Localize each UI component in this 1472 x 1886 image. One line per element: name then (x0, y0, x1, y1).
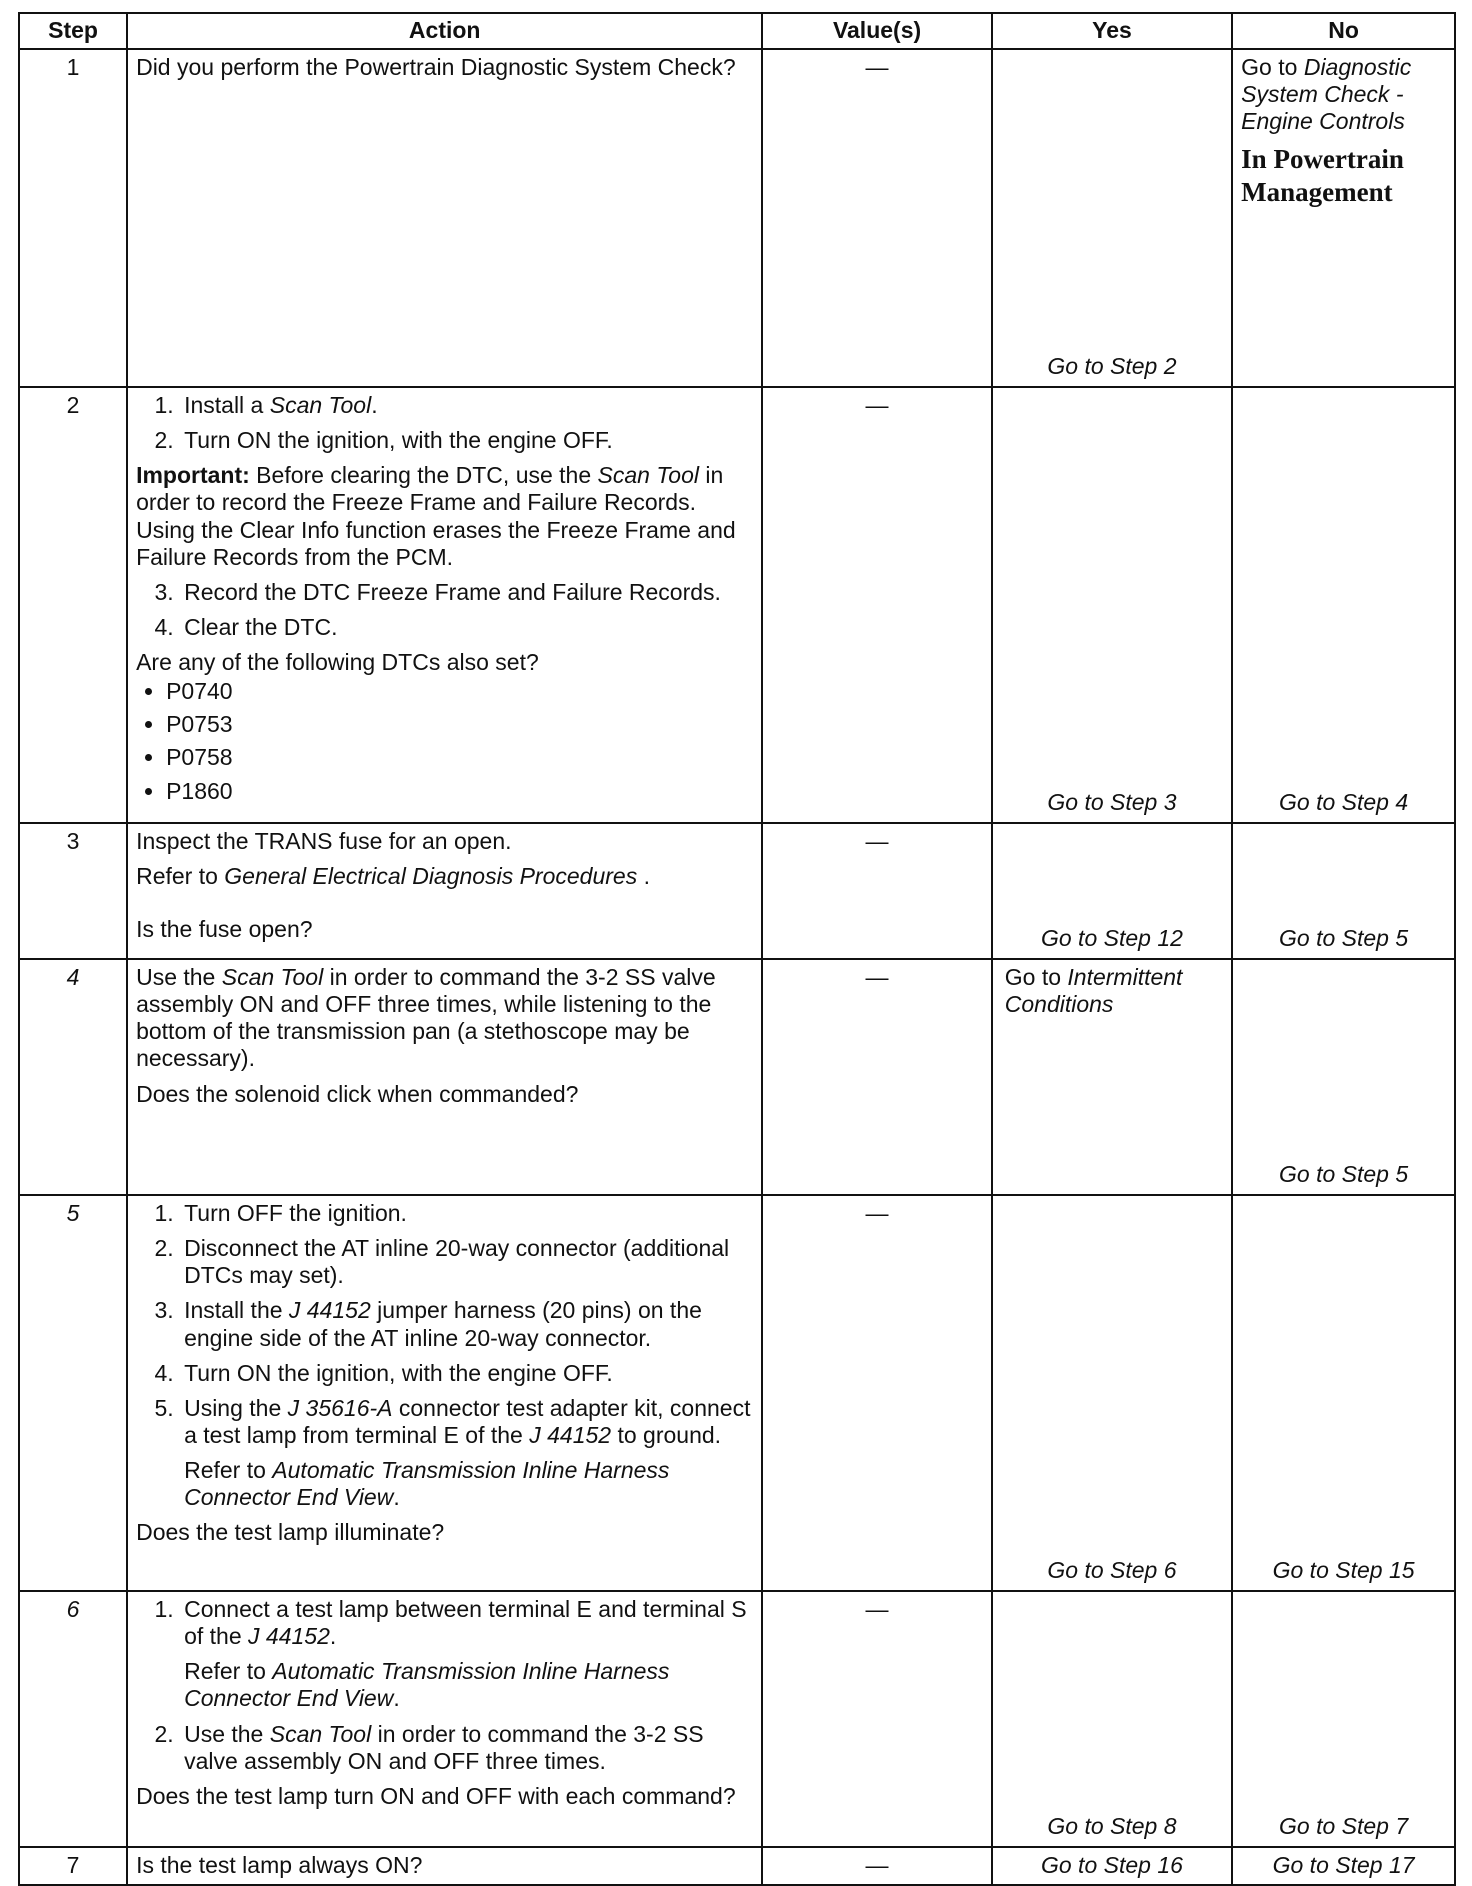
no-cell (1232, 823, 1455, 959)
action-cell (127, 1195, 762, 1591)
action-step: 1. Turn OFF the ignition. (180, 1200, 753, 1227)
value-cell: — (762, 1195, 991, 1591)
action-cell (127, 1847, 762, 1885)
no-link[interactable]: Go to Step 7 (1279, 1812, 1409, 1839)
dtc-item: • P0758 (166, 744, 753, 771)
action-question: Is the test lamp always ON? (136, 1852, 423, 1878)
action-reference: Refer to Automatic Transmission Inline Harness Connector End View. (184, 1457, 670, 1511)
no-prefix: Go to (1241, 54, 1304, 80)
action-reference: Refer to Automatic Transmission Inline Harness Connector End View. (184, 1658, 670, 1712)
no-link[interactable]: Go to Step 15 (1272, 1556, 1415, 1583)
table-row (19, 49, 1455, 387)
action-steps (136, 579, 753, 641)
header-step: Step (19, 13, 127, 49)
step-number: 3 (19, 823, 127, 959)
value-cell: — (762, 49, 991, 387)
action-cell (127, 49, 762, 387)
no-italic: Diagnostic System Check - Engine Controls (1241, 54, 1412, 135)
no-link[interactable] (1241, 54, 1446, 135)
no-link[interactable]: Go to Step 4 (1279, 788, 1409, 815)
action-cell (127, 387, 762, 823)
yes-link[interactable]: Go to Step 12 (1040, 924, 1183, 951)
action-text: Did you perform the Powertrain Diagnostic System Check? (136, 54, 736, 80)
no-extra: In Powertrain Management (1241, 144, 1404, 208)
action-step: 1. Connect a test lamp between terminal E and terminal S of the J 44152. Refer to Automatic Transmission Inline Harness Connector End View. (180, 1596, 753, 1713)
action-question: Is the fuse open? (136, 916, 313, 943)
action-step: 3. Install the J 44152 jumper harness (20 pins) on the engine side of the AT inline 20-way connector. (180, 1297, 753, 1351)
action-step: 4. Clear the DTC. (180, 614, 753, 641)
dtc-list (136, 678, 753, 805)
yes-link[interactable]: Go to Step 16 (992, 1847, 1232, 1885)
header-action: Action (127, 13, 762, 49)
diagnostic-table (18, 12, 1456, 1886)
action-question: Are any of the following DTCs also set? (136, 649, 539, 675)
yes-cell (992, 823, 1232, 959)
header-no: No (1232, 13, 1455, 49)
action-step: 2. Turn ON the ignition, with the engine OFF. (180, 427, 753, 454)
header-row (19, 13, 1455, 49)
no-cell (1232, 49, 1455, 387)
action-steps (136, 1596, 753, 1775)
action-step: 2. Use the Scan Tool in order to command the 3-2 SS valve assembly ON and OFF three times. (180, 1721, 753, 1775)
table-row (19, 1195, 1455, 1591)
action-step: 5. Using the J 35616-A connector test adapter kit, connect a test lamp from terminal E of the J 44152 to ground. Refer to Automatic Transmission Inline Harness Connector End View. (180, 1395, 753, 1512)
dtc-item: • P1860 (166, 778, 753, 805)
no-cell (1232, 1591, 1455, 1847)
yes-link[interactable]: Go to Intermittent Conditions (1004, 964, 1183, 1018)
action-step: 2. Disconnect the AT inline 20-way connector (additional DTCs may set). (180, 1235, 753, 1289)
action-cell (127, 959, 762, 1195)
value-cell: — (762, 959, 991, 1195)
action-question: Does the test lamp turn ON and OFF with each command? (136, 1782, 736, 1809)
action-step: 1. Install a Scan Tool. (180, 392, 753, 419)
action-step: 3. Record the DTC Freeze Frame and Failure Records. (180, 579, 753, 606)
no-link[interactable]: Go to Step 5 (1279, 924, 1409, 951)
action-text: Use the Scan Tool in order to command the 3-2 SS valve assembly ON and OFF three times, while listening to the bottom of the transmission pan (a stethoscope may be necessary). (136, 964, 716, 1072)
table-row (19, 959, 1455, 1195)
header-values: Value(s) (762, 13, 991, 49)
important-note: Important: Before clearing the DTC, use the Scan Tool in order to record the Freeze Frame and Failure Records. Using the Clear Info function erases the Freeze Frame and Failure Records from the PCM. (136, 462, 736, 570)
yes-cell (992, 959, 1232, 1195)
action-steps (136, 392, 753, 454)
action-question: Does the test lamp illuminate? (136, 1519, 445, 1546)
step-number: 6 (19, 1591, 127, 1847)
action-cell (127, 823, 762, 959)
diagnostic-table-wrapper (18, 12, 1456, 1886)
step-number: 1 (19, 49, 127, 387)
dtc-item: • P0740 (166, 678, 753, 705)
step-number: 2 (19, 387, 127, 823)
table-row (19, 1847, 1455, 1885)
yes-cell (992, 49, 1232, 387)
value-cell: — (762, 823, 991, 959)
no-cell (1232, 387, 1455, 823)
no-link[interactable]: Go to Step 5 (1279, 1160, 1409, 1187)
action-cell (127, 1591, 762, 1847)
yes-cell (992, 387, 1232, 823)
dtc-item: • P0753 (166, 711, 753, 738)
value-cell: — (762, 1591, 991, 1847)
table-row (19, 823, 1455, 959)
step-number: 5 (19, 1195, 127, 1591)
no-cell (1232, 1195, 1455, 1591)
action-step: 4. Turn ON the ignition, with the engine OFF. (180, 1360, 753, 1387)
header-yes: Yes (992, 13, 1232, 49)
action-reference: Refer to General Electrical Diagnosis Procedures . (136, 863, 650, 890)
step-number: 7 (19, 1847, 127, 1885)
yes-cell (992, 1591, 1232, 1847)
yes-link[interactable]: Go to Step 6 (1047, 1556, 1177, 1583)
no-cell (1232, 959, 1455, 1195)
value-cell: — (762, 1847, 991, 1885)
yes-link[interactable]: Go to Step 2 (1047, 352, 1177, 379)
yes-link[interactable]: Go to Step 8 (1047, 1812, 1177, 1839)
action-steps (136, 1200, 753, 1511)
no-link[interactable]: Go to Step 17 (1232, 1847, 1455, 1885)
step-number: 4 (19, 959, 127, 1195)
value-cell: — (762, 387, 991, 823)
action-question: Does the solenoid click when commanded? (136, 1080, 579, 1107)
action-text: Inspect the TRANS fuse for an open. (136, 828, 512, 854)
yes-cell (992, 1195, 1232, 1591)
table-row (19, 1591, 1455, 1847)
table-row (19, 387, 1455, 823)
yes-link[interactable]: Go to Step 3 (1047, 788, 1177, 815)
